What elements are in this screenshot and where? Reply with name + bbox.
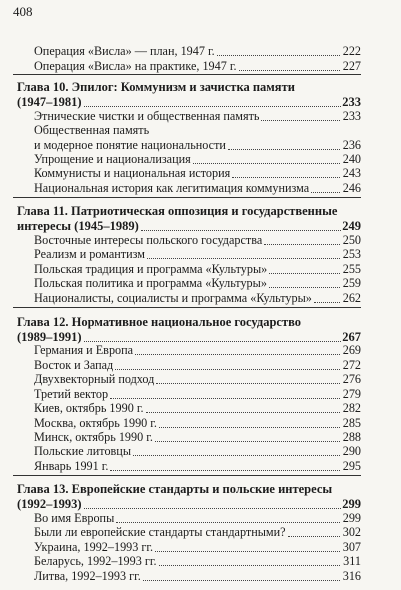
leader-dots [269, 273, 340, 274]
leader-dots [133, 455, 340, 456]
toc-entry-title: Двухвекторный подход [34, 372, 155, 387]
toc-entry-page: 262 [342, 290, 361, 305]
toc-entry-title: Восточные интересы польского государства [34, 232, 263, 247]
toc-entry-page: 250 [342, 232, 361, 247]
toc-entry[interactable] [34, 416, 361, 431]
toc-entry-title: Январь 1991 г. [34, 458, 109, 473]
toc-entry[interactable] [34, 540, 361, 555]
toc-entry-title: Польская традиция и программа «Культуры» [34, 261, 268, 276]
toc-entry-page: 290 [342, 444, 361, 459]
toc-entry[interactable] [34, 247, 361, 262]
toc-entry-page: 236 [342, 137, 361, 152]
leader-dots [84, 341, 342, 342]
chapter-title-line1: Глава 13. Европейские стандарты и польские интересы [17, 481, 333, 496]
leader-dots [115, 369, 340, 370]
toc-entry-title: Польские литовцы [34, 444, 132, 459]
toc-entry[interactable] [34, 430, 361, 445]
leader-dots [110, 398, 340, 399]
toc-entry-page: 222 [342, 44, 361, 59]
leader-dots [269, 287, 340, 288]
toc-entry-page: 240 [342, 151, 361, 166]
chapter-title-line1: Глава 12. Нормативное национальное государство [17, 314, 301, 329]
toc-entry[interactable] [34, 233, 361, 248]
chapter-title-line1: Глава 11. Патриотическая оппозиция и государственные [17, 203, 338, 218]
chapter-heading-12[interactable] [17, 315, 361, 345]
chapter-heading-10[interactable] [17, 80, 361, 110]
toc-entry-title: Этнические чистки и общественная память [34, 108, 260, 123]
divider [13, 197, 361, 198]
toc-entry[interactable] [34, 372, 361, 387]
toc-entry-page: 259 [342, 276, 361, 291]
leader-dots [110, 470, 340, 471]
toc-entry-title: Беларусь, 1992–1993 гг. [34, 554, 157, 569]
leader-dots [156, 383, 340, 384]
toc-entry-title: Коммунисты и национальная история [34, 166, 231, 181]
toc-entry-title: Восток и Запад [34, 357, 114, 372]
toc-entry-page: 285 [342, 415, 361, 430]
page-number: 408 [13, 4, 33, 19]
leader-dots [261, 120, 340, 121]
toc-entry[interactable] [34, 387, 361, 402]
toc-entry-page: 282 [342, 401, 361, 416]
toc-entry-page: 233 [342, 108, 361, 123]
toc-entry[interactable] [34, 109, 361, 124]
chapter-page: 267 [342, 329, 361, 344]
leader-dots [314, 302, 340, 303]
chapter-page: 249 [342, 218, 361, 233]
leader-dots [288, 536, 340, 537]
leader-dots [311, 192, 340, 193]
leader-dots [228, 149, 340, 150]
toc-entry-page: 302 [342, 525, 361, 540]
toc-entry[interactable] [34, 262, 361, 277]
divider [13, 74, 361, 75]
toc-entry-title: Операция «Висла» на практике, 1947 г. [34, 58, 237, 73]
toc-entry[interactable] [34, 401, 361, 416]
toc-entry[interactable] [34, 554, 361, 569]
toc-entry[interactable] [34, 59, 361, 74]
toc-entry[interactable] [34, 166, 361, 181]
toc-entry[interactable] [34, 343, 361, 358]
toc-entry[interactable] [34, 525, 361, 540]
leader-dots [84, 106, 342, 107]
toc-entry[interactable] [34, 181, 361, 196]
leader-dots [141, 230, 341, 231]
chapter-heading-11[interactable] [17, 204, 361, 234]
toc-entry[interactable] [34, 138, 361, 153]
chapter-page: 299 [342, 496, 361, 511]
leader-dots [239, 70, 340, 71]
leader-dots [147, 258, 340, 259]
toc-entry[interactable] [34, 291, 361, 306]
toc-entry[interactable] [34, 276, 361, 291]
chapter-title-line2: (1989–1991) [17, 329, 82, 344]
leader-dots [217, 55, 340, 56]
toc-entry-page: 311 [343, 554, 361, 569]
toc-entry-title: Третий вектор [34, 386, 109, 401]
toc-entry-title: Операция «Висла» — план, 1947 г. [34, 44, 215, 59]
leader-dots [232, 177, 340, 178]
toc-entry-title: Национальная история как легитимация коммунизма [34, 180, 310, 195]
leader-dots [116, 522, 340, 523]
toc-entry[interactable] [34, 444, 361, 459]
toc-entry-title: и модерное понятие национальности [34, 137, 226, 152]
toc-entry-page: 255 [342, 261, 361, 276]
toc-entry[interactable] [34, 44, 361, 59]
chapter-title-line2: интересы (1945–1989) [17, 218, 139, 233]
chapter-title-line2: (1947–1981) [17, 94, 82, 109]
toc-entry-page: 316 [342, 568, 361, 583]
leader-dots [264, 244, 340, 245]
toc-entry[interactable] [34, 358, 361, 373]
leader-dots [155, 441, 340, 442]
toc-entry-page: 227 [342, 58, 361, 73]
leader-dots [135, 354, 340, 355]
toc-entry-title: Были ли европейские стандарты стандартными? [34, 525, 286, 540]
toc-entry-title: Реализм и романтизм [34, 247, 145, 262]
toc-entry-page: 295 [342, 458, 361, 473]
chapter-page: 233 [342, 94, 361, 109]
toc-entry-page: 279 [342, 386, 361, 401]
toc-entry-page: 307 [342, 539, 361, 554]
toc-entry-title: Москва, октябрь 1990 г. [34, 415, 157, 430]
leader-dots [193, 163, 340, 164]
toc-entry-page: 276 [342, 372, 361, 387]
toc-entry-page: 299 [342, 510, 361, 525]
toc-entry[interactable] [34, 511, 361, 526]
chapter-title-line2: (1992–1993) [17, 496, 82, 511]
leader-dots [84, 508, 342, 509]
toc-entry-title: Польская политика и программа «Культуры» [34, 276, 267, 291]
toc-entry-page: 246 [342, 180, 361, 195]
toc-entry-title: Германия и Европа [34, 343, 134, 358]
toc-entry-page: 269 [342, 343, 361, 358]
toc-entry-title: Киев, октябрь 1990 г. [34, 401, 144, 416]
toc-entry-title: Минск, октябрь 1990 г. [34, 430, 153, 444]
toc-entry[interactable] [34, 152, 361, 167]
divider [13, 475, 361, 476]
toc-entry-title: Во имя Европы [34, 510, 115, 525]
toc-entry-page: 288 [342, 430, 361, 444]
toc-entry[interactable] [34, 459, 361, 474]
leader-dots [146, 412, 340, 413]
toc-entry-title: Упрощение и национализация [34, 151, 191, 166]
chapter-heading-13[interactable] [17, 482, 361, 512]
toc-entry[interactable] [34, 569, 361, 584]
leader-dots [159, 565, 340, 566]
leader-dots [143, 580, 340, 581]
toc-entry-title: Украина, 1992–1993 гг. [34, 539, 154, 554]
toc-entry-title-part[interactable]: Общественная память [34, 123, 150, 138]
chapter-title-line1: Глава 10. Эпилог: Коммунизм и зачистка памяти [17, 79, 295, 94]
toc-entry-page: 243 [342, 166, 361, 181]
leader-dots [159, 427, 340, 428]
toc-entry-title: Националисты, социалисты и программа «Культуры» [34, 290, 312, 305]
leader-dots [155, 551, 340, 552]
toc-entry-page: 253 [342, 247, 361, 262]
divider [13, 307, 361, 308]
toc-entry-title: Литва, 1992–1993 гг. [34, 568, 141, 583]
toc-entry-page: 272 [342, 357, 361, 372]
